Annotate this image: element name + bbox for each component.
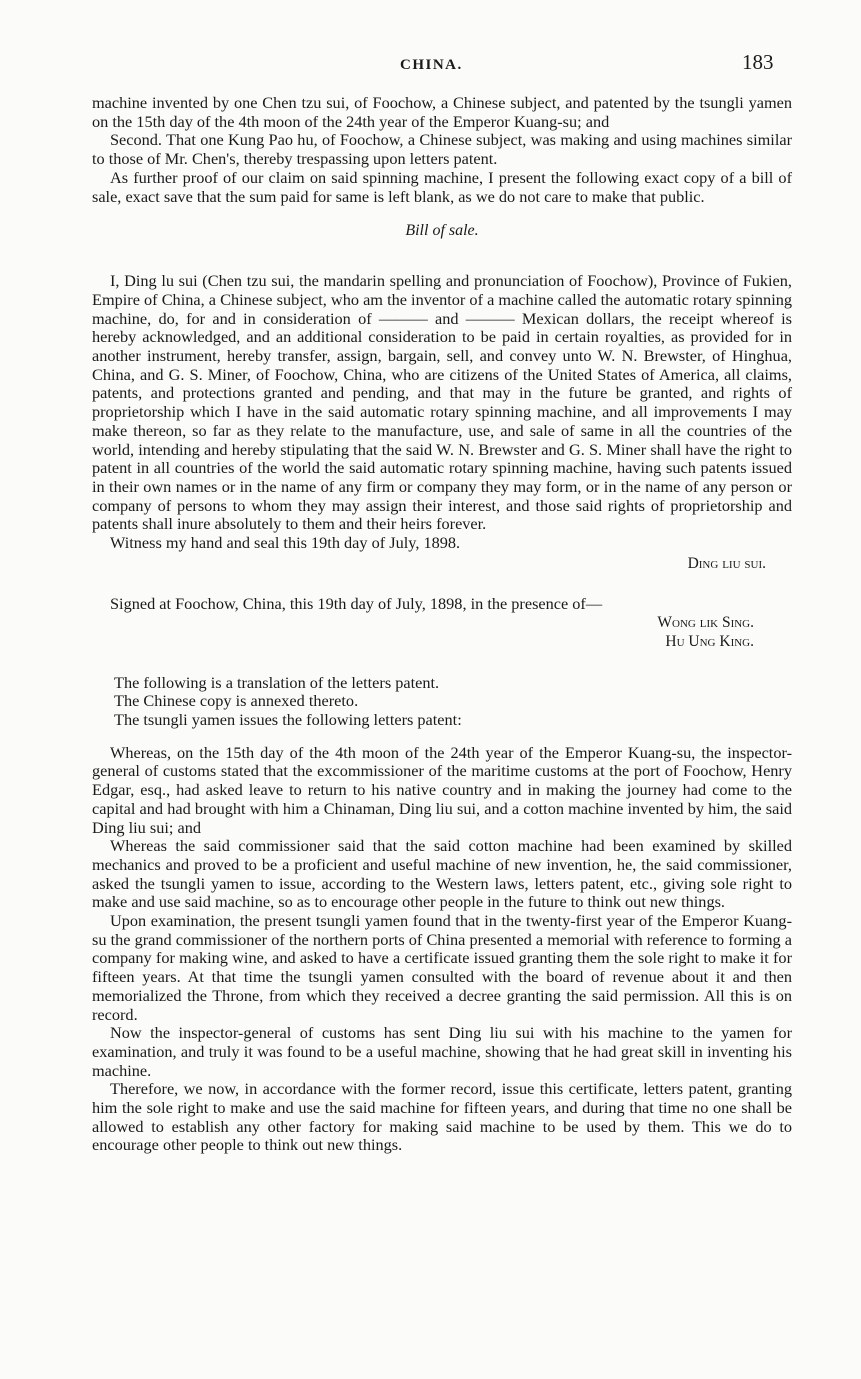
patent-paragraph: Upon examination, the present tsungli yamen found that in the twenty-first year of the Emperor Kuang-su the grand commissioner of the northern ports of China presented a memorial with reference to forming a company for making wine, and asked to have a certificate issued granting them the sole right to make it for fifteen years. At that time the tsungli yamen consulted with the board of revenue about it and then memorialized the Throne, from which they received a decree granting the said permission. All this is on record. (92, 911, 792, 1024)
paragraph-continuation: machine invented by one Chen tzu sui, of Foochow, a Chinese subject, and patented by the tsungli yamen on the 15th day of the 4th moon of the 24th year of the Emperor Kuang-su; and (92, 93, 792, 131)
patent-paragraph: Whereas, on the 15th day of the 4th moon of the 24th year of the Emperor Kuang-su, the inspector-general of customs stated that the excommissioner of the maritime customs at the port of Foochow, Henry Edgar, esq., had asked leave to return to his native country and in making the journey had come to the capital and had brought with him a Chinaman, Ding liu sui, and a cotton machine invented by him, the said Ding liu sui; and (92, 742, 792, 837)
translation-intro (92, 674, 792, 730)
paragraph-further-proof: As further proof of our claim on said spinning machine, I present the following exact copy of a bill of sale, exact save that the sum paid for same is left blank, as we do not care to make that public. (92, 167, 792, 206)
paragraph-second-point: Second. That one Kung Pao hu, of Foochow, a Chinese subject, was making and using machines similar to those of Mr. Chen's, thereby trespassing upon letters patent. (92, 130, 792, 169)
letters-patent-text (92, 744, 792, 1155)
translation-line: The tsungli yamen issues the following letters patent: (114, 709, 462, 729)
translation-line: The following is a translation of the letters patent. (114, 672, 440, 692)
running-head: CHINA. (400, 57, 463, 73)
signed-presence-line: Signed at Foochow, China, this 19th day of July, 1898, in the presence of— (110, 594, 603, 614)
page-header (0, 50, 861, 80)
page-number: 183 (742, 50, 774, 74)
page-body (92, 94, 792, 1155)
signature-ding: Ding liu sui. (687, 554, 766, 572)
witness-signature-1: Wong lik Sing. (657, 614, 754, 632)
patent-paragraph: Now the inspector-general of customs has sent Ding liu sui with his machine to the yamen for examination, and truly it was found to be a useful machine, showing that he had great skill in inventing his machine. (92, 1023, 792, 1080)
patent-paragraph: Therefore, we now, in accordance with the former record, issue this certificate, letters patent, granting him the sole right to make and use the said machine for fifteen years, and during that time no one shall be allowed to establish any other factory for making said machine to be used by them. This we do to encourage other people to think out new things. (92, 1079, 792, 1155)
bill-of-sale-text: I, Ding lu sui (Chen tzu sui, the mandarin spelling and pronunciation of Foochow), Province of Fukien, Empire of China, a Chinese subject, who am the inventor of a machine called the automatic rotary spinning machine, do, for and in consideration of ——— and ——— Mexican dollars, the receipt whereof is hereby acknowledged, and an additional consideration to be paid in certain royalties, as provided for in another instrument, hereby transfer, assign, bargain, sell, and convey unto W. N. Brewster, of Hinghua, China, and G. S. Miner, of Foochow, China, who are citizens of the United States of America, all claims, patents, and protections granted and pending, and that may in the future be granted, and rights of proprietorship which I have in the said automatic rotary spinning machine, and all improvements I may make thereon, so far as they relate to the manufacture, use, and sale of same in all the countries of the world, intending and hereby stipulating that the said W. N. Brewster and G. S. Miner shall have the right to patent in all countries of the world the said automatic rotary spinning machine, having such patents issued in their own names or in the name of any firm or company they may form, or in the name of any person or company of persons to whom they may assign their interest, and those said rights of proprietorship and patents shall inure absolutely to them and their heirs forever. (92, 271, 792, 534)
bill-witness-line: Witness my hand and seal this 19th day of July, 1898. (110, 533, 461, 553)
bill-of-sale-heading: Bill of sale. (405, 222, 479, 240)
witness-signature-2: Hu Ung King. (665, 632, 754, 650)
patent-paragraph: Whereas the said commissioner said that the said cotton machine had been examined by skilled mechanics and proved to be a proficient and useful machine of new invention, he, the said commissioner, asked the tsungli yamen to issue, according to the Western laws, letters patent, etc., giving sole right to make and use said machine, so as to encourage other people in the future to think out new things. (92, 836, 792, 912)
translation-line: The Chinese copy is annexed thereto. (114, 691, 359, 711)
